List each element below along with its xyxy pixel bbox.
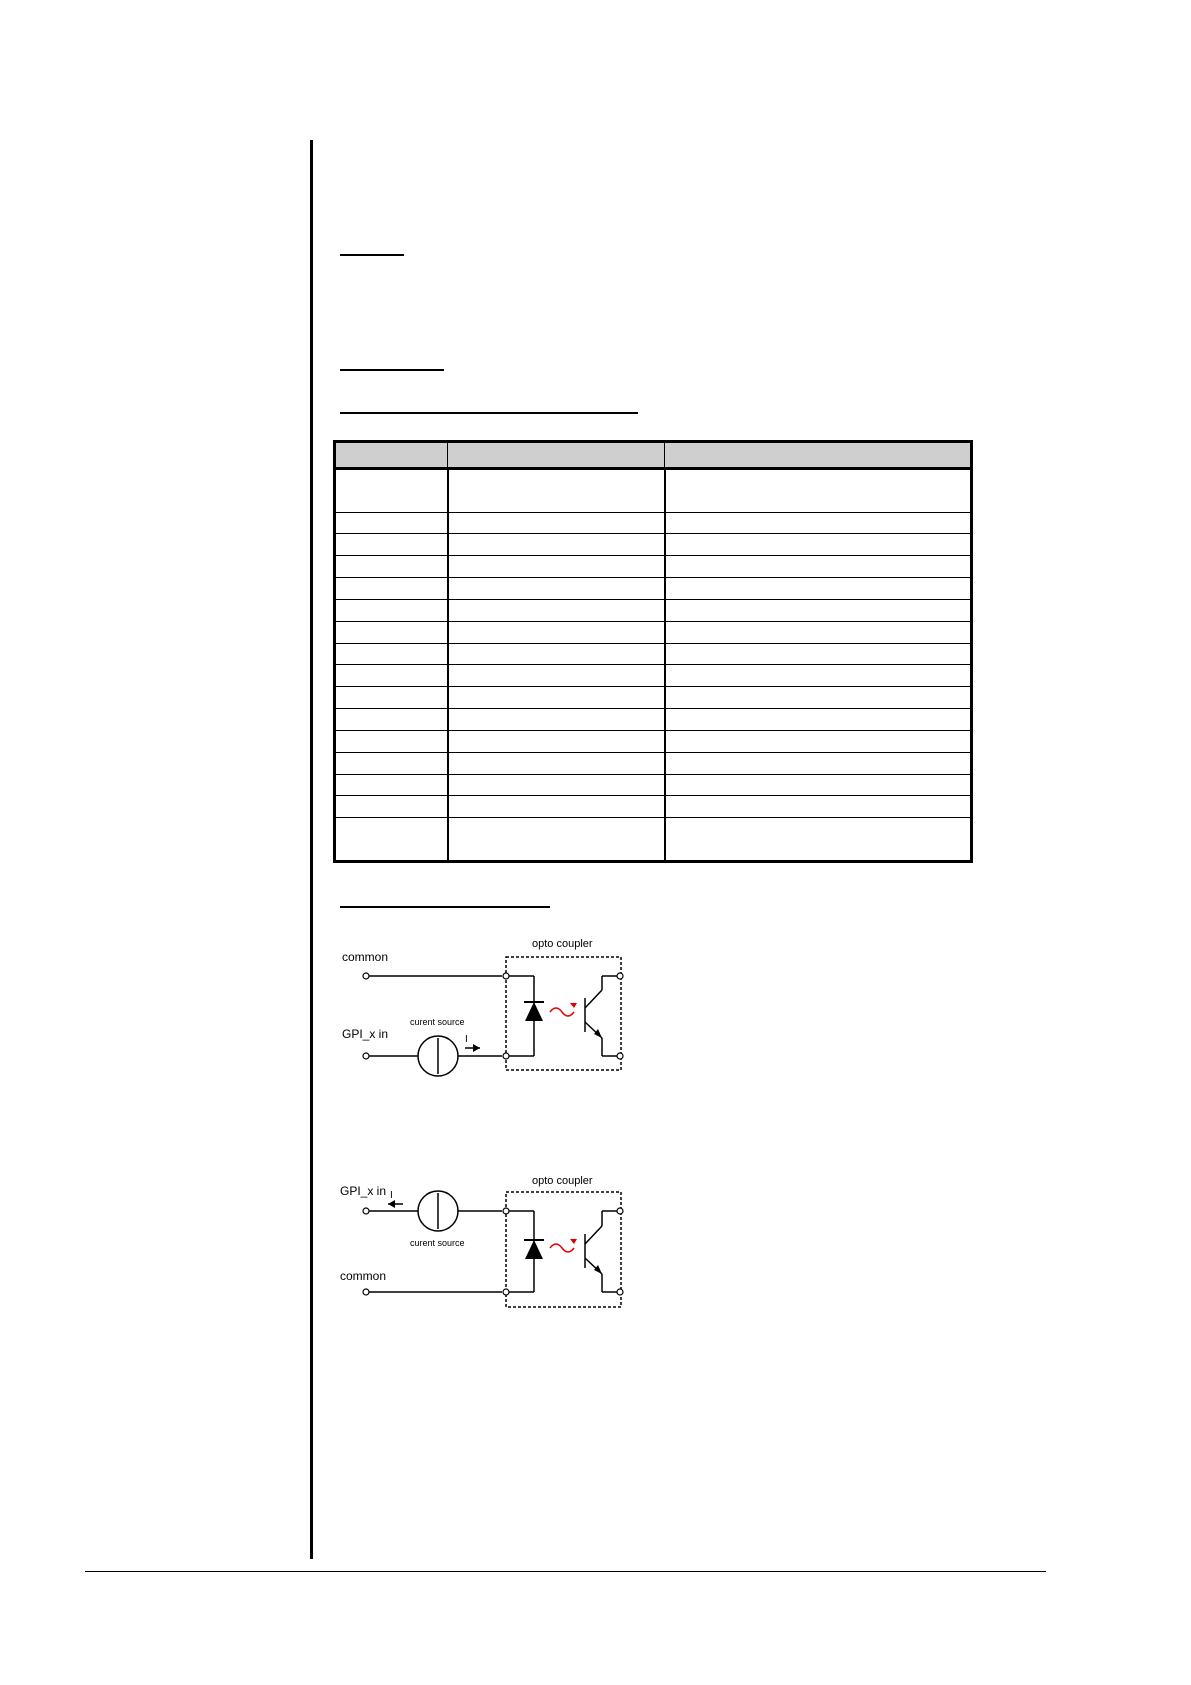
terminal — [503, 1208, 509, 1214]
common-label: common — [340, 1269, 387, 1283]
terminal-gpi — [363, 1053, 369, 1059]
gpi-input-label: GPI_x in — [342, 1027, 389, 1041]
table-cell — [448, 709, 665, 731]
table-cell — [448, 752, 665, 774]
phototransistor-icon — [594, 1029, 602, 1038]
table-row — [335, 730, 972, 752]
table-header-row — [335, 442, 972, 469]
table-cell — [665, 534, 972, 556]
table-cell — [448, 818, 665, 862]
table-cell — [665, 796, 972, 818]
terminal — [617, 1208, 623, 1214]
terminal — [617, 973, 623, 979]
pin-assignment-table — [333, 440, 973, 863]
table-cell — [448, 774, 665, 796]
table-cell — [665, 621, 972, 643]
terminal — [617, 1053, 623, 1059]
terminal — [503, 1053, 509, 1059]
table-header-cell — [335, 442, 448, 469]
table-row — [335, 556, 972, 578]
opto-coupler-label: opto coupler — [532, 938, 593, 950]
table-cell — [335, 730, 448, 752]
light-wave-icon — [550, 1008, 574, 1016]
opto-input-circuit-2 — [330, 1168, 660, 1323]
pin-table — [333, 440, 973, 863]
heading-underline-2 — [340, 369, 444, 371]
table-row — [335, 774, 972, 796]
table-cell — [335, 599, 448, 621]
table-cell — [335, 774, 448, 796]
terminal-common — [363, 973, 369, 979]
table-cell — [448, 469, 665, 513]
terminal-gpi — [363, 1208, 369, 1214]
table-row — [335, 512, 972, 534]
table-cell — [335, 556, 448, 578]
table-cell — [665, 752, 972, 774]
table-row — [335, 818, 972, 862]
table-row — [335, 534, 972, 556]
table-cell — [335, 534, 448, 556]
table-cell — [335, 687, 448, 709]
current-label: I — [390, 1190, 393, 1201]
table-cell — [448, 534, 665, 556]
led-diode-icon — [525, 1240, 543, 1259]
table-cell — [448, 665, 665, 687]
footer-rule — [85, 1571, 1046, 1572]
current-arrow-icon — [388, 1200, 395, 1208]
table-row — [335, 621, 972, 643]
table-cell — [665, 512, 972, 534]
table-cell — [335, 578, 448, 600]
table-header-cell — [448, 442, 665, 469]
opto-coupler-label: opto coupler — [532, 1175, 593, 1187]
table-cell — [665, 469, 972, 513]
table-cell — [448, 796, 665, 818]
current-arrow-icon — [473, 1044, 480, 1052]
table-cell — [335, 621, 448, 643]
table-row — [335, 665, 972, 687]
table-cell — [665, 730, 972, 752]
table-cell — [665, 665, 972, 687]
opto-input-circuit-1 — [330, 930, 660, 1085]
margin-rule — [310, 140, 313, 1559]
circuit-wires — [366, 1192, 621, 1307]
table-cell — [665, 818, 972, 862]
table-cell — [448, 687, 665, 709]
table-header-cell — [665, 442, 972, 469]
table-cell — [448, 556, 665, 578]
table-cell — [335, 469, 448, 513]
table-cell — [335, 643, 448, 665]
current-label: I — [465, 1034, 468, 1045]
table-row — [335, 599, 972, 621]
table-cell — [448, 730, 665, 752]
table-cell — [335, 512, 448, 534]
table-row — [335, 578, 972, 600]
table-cell — [665, 578, 972, 600]
gpi-input-label: GPI_x in — [340, 1184, 387, 1198]
phototransistor-icon — [594, 1265, 602, 1274]
table-row — [335, 796, 972, 818]
table-cell — [665, 599, 972, 621]
table-cell — [448, 621, 665, 643]
heading-underline-1 — [340, 254, 404, 256]
terminal — [503, 1289, 509, 1295]
table-cell — [335, 752, 448, 774]
heading-underline-4 — [340, 906, 550, 908]
table-cell — [448, 599, 665, 621]
heading-underline-3 — [340, 412, 638, 414]
table-cell — [335, 818, 448, 862]
table-cell — [335, 665, 448, 687]
current-source-label: curent source — [410, 1238, 465, 1248]
table-row — [335, 643, 972, 665]
circuit-wires — [366, 957, 621, 1074]
table-row — [335, 687, 972, 709]
table-row — [335, 469, 972, 513]
terminal — [503, 973, 509, 979]
led-diode-icon — [525, 1002, 543, 1021]
table-cell — [665, 556, 972, 578]
light-wave-icon — [550, 1244, 574, 1252]
table-cell — [665, 687, 972, 709]
table-cell — [335, 796, 448, 818]
table-row — [335, 709, 972, 731]
common-label: common — [342, 950, 389, 964]
table-cell — [665, 643, 972, 665]
table-cell — [448, 643, 665, 665]
table-cell — [665, 774, 972, 796]
table-cell — [335, 709, 448, 731]
current-source-label: curent source — [410, 1017, 465, 1027]
terminal-common — [363, 1289, 369, 1295]
table-cell — [448, 578, 665, 600]
table-cell — [448, 512, 665, 534]
table-row — [335, 752, 972, 774]
table-cell — [665, 709, 972, 731]
terminal — [617, 1289, 623, 1295]
